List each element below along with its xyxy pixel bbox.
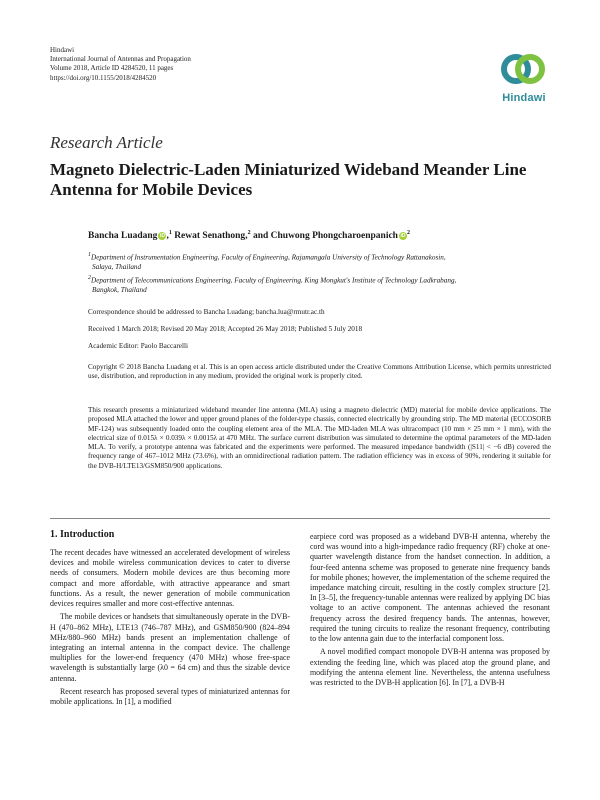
paragraph: earpiece cord was proposed as a wideband DVB-H antenna, whereby the cord was wound into a high-impedance radio frequency (RF) choke at one-quarter wavelength distance from the handset connection. In addition, a four-feed antenna scheme was proposed to generate nine frequency bands for mobile phones; however, the implementation of the scheme required the impedance matching circuit, resulting in the costly complex structure [2]. In [3–5], the frequency-tunable antennas were realized by applying DC bias voltage to an active component. The antennas achieved the resonant frequency across the desired frequency bands. The antennas, however, required the tuning circuits to realize the resonant frequency, contributing to the low antenna gain due to the interfacial component loss. [310, 532, 550, 644]
article-title [50, 160, 570, 200]
publisher-name: Hindawi [50, 46, 75, 54]
body-column-left [50, 548, 290, 707]
author-affiliation-mark: 2 [406, 230, 410, 236]
affiliation-item: $^2$Department of Telecommunications Engineering, Faculty of Engineering, King Mongkut's Institute of Technology Ladkrabang, [88, 274, 457, 285]
affiliation-item-cont: Salaya, Thailand [92, 262, 142, 271]
hindawi-logo-icon [498, 48, 548, 90]
author-affiliation-mark: 2 [247, 230, 251, 236]
paragraph: The recent decades have witnessed an accelerated development of wireless devices and mobile wireless communication devices to cater to diverse needs of consumers. Modern mobile devices are thus becoming more compact and more affordable, with attractive appearance and smart functions. As a result, the newer generation of mobile communication devices requires smaller and more cost-effective antennas. [50, 548, 290, 609]
logo-wordmark: Hindawi [502, 92, 546, 104]
author-name: Bancha Luadang [88, 231, 158, 242]
copyright-notice: Copyright © 2018 Bancha Luadang et al. This is an open access article distributed under the Creative Commons Attribution License, which permits unrestricted use, distribution, and reproduction in any medium, provided the original work is properly cited. [88, 363, 551, 381]
affiliations [88, 251, 551, 295]
paragraph: Recent research has proposed several types of miniaturized antennas for mobile applications. In [1], a modified [50, 687, 290, 707]
body-column-right [310, 532, 550, 688]
author-affiliation-mark: 1 [168, 230, 172, 236]
affiliation-item: $^1$Department of Instrumentation Engineering, Faculty of Engineering, Rajamangala University of Technology Rattanakosin, [88, 252, 446, 262]
orcid-icon[interactable]: iD [400, 233, 406, 240]
section-divider [50, 518, 550, 519]
section-heading: 1. Introduction [50, 529, 115, 540]
doi-link[interactable]: https://doi.org/10.1155/2018/4284520 [50, 73, 157, 82]
title-line-1: Magneto Dielectric-Laden Miniaturized Wideband Meander Line [50, 160, 527, 179]
paragraph: A novel modified compact monopole DVB-H antenna was proposed by extending the feeding line, which was placed atop the ground plane, and modifying the antenna element line. Nevertheless, the antenna usefulness was restricted to the DVB-H application [6]. In [7], a DVB-H [310, 647, 550, 688]
paragraph: The mobile devices or handsets that simultaneously operate in the DVB-H (470–862 MHz), LTE13 (746–787 MHz), and GSM850/900 (824–894 MHz/880–960 MHz) bands present an implementation challenge of integrating an internal antenna in the compact device. The challenge multiplies for the lower-end frequency (470 MHz) whose free-space wavelength is substantially large (λ0 = 64 cm) and thus the sizable device antenna. [50, 612, 290, 683]
author-name: Chuwong Phongcharoenpanich [270, 231, 398, 242]
author-list: Bancha Luadang iD ,$^1$ Rewat Senathong,$^2$ and Chuwong Phongcharoenpanich $iD^2$ [88, 230, 410, 242]
correspondence: Correspondence should be addressed to Bancha Luadang; bancha.lua@rmutr.ac.th [88, 308, 325, 316]
academic-editor: Academic Editor: Paolo Baccarelli [88, 342, 188, 350]
article-dates: Received 1 March 2018; Revised 20 May 2018; Accepted 26 May 2018; Published 5 July 2018 [88, 325, 363, 333]
affiliation-item-cont: Bangkok, Thailand [92, 285, 147, 294]
journal-name: International Journal of Antennas and Propagation [50, 55, 191, 64]
title-line-2: Antenna for Mobile Devices [50, 180, 253, 199]
article-type: Research Article [50, 133, 163, 152]
abstract: This research presents a miniaturized wideband meander line antenna (MLA) using a magneto dielectric (MD) material for mobile device applications. The proposed MLA attached the lower and upper ground planes of the folder-type chassis, connected electrically by grounding strip. The MD material (ECCOSORB MF-124) was subsequently loaded onto the coupling element area of the MLA. The MD-laden MLA was ultracompact (10 mm × 25 mm × 1 mm), with the electrical size of 0.015λ × 0.039λ × 0.0015λ at 470 MHz. The surface current distribution was simulated to determine the optimal parameters of the MD-laden MLA. To verify, a prototype antenna was fabricated and the experiments were performed. The measured impedance bandwidth (|S11| < −6 dB) covered the frequency range of 467–1012 MHz (73.6%), with an omnidirectional radiation pattern. The radiation efficiency was in excess of 90%, rendering it suitable for the DVB-H/LTE13/GSM850/900 applications. [88, 406, 551, 470]
hindawi-logo [498, 48, 548, 104]
author-name: Rewat Senathong [174, 231, 246, 242]
volume-info: Volume 2018, Article ID 4284520, 11 pages [50, 64, 174, 73]
journal-meta [50, 46, 191, 83]
orcid-icon[interactable]: iD [159, 233, 165, 240]
